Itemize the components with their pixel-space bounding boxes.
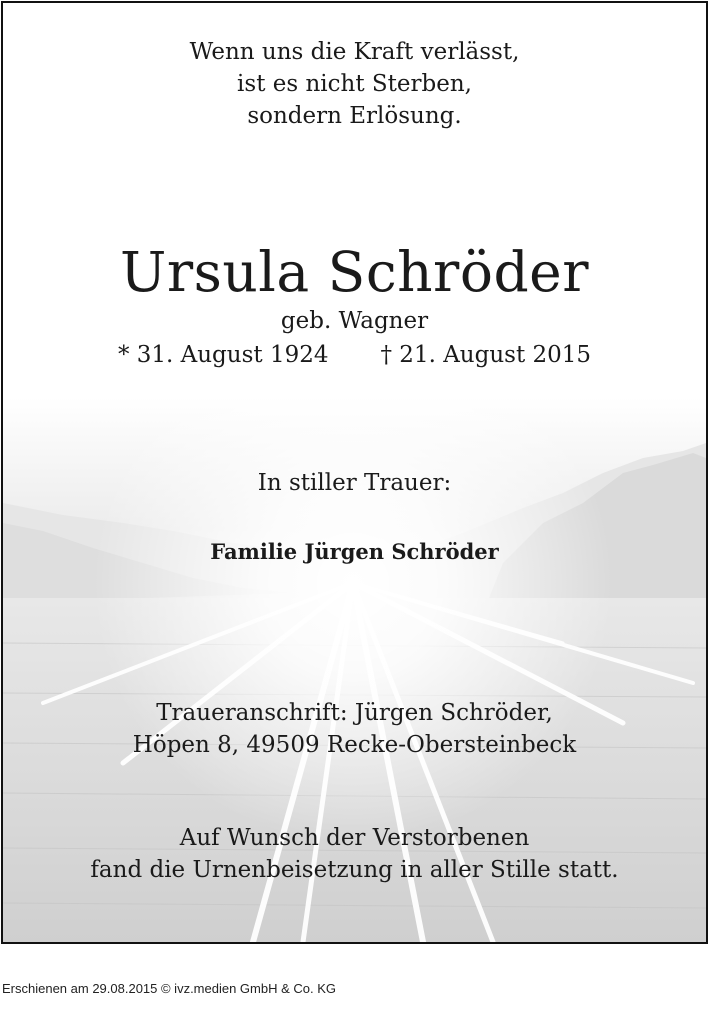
burial-notice: [3, 822, 706, 886]
address-line-1: Traueranschrift: Jürgen Schröder,: [156, 700, 553, 726]
mourning-address: [3, 697, 706, 761]
verse-line-1: Wenn uns die Kraft verlässt,: [189, 39, 520, 65]
publication-footer: Erschienen am 29.08.2015 © ivz.medien GmbH & Co. KG: [2, 981, 337, 996]
burial-notice-line-2: fand die Urnenbeisetzung in aller Stille statt.: [90, 857, 619, 883]
deceased-name: Ursula Schröder: [119, 240, 589, 304]
verse: [3, 36, 706, 132]
obituary-notice: [1, 1, 708, 944]
birth-date: * 31. August 1924: [117, 342, 329, 368]
burial-notice-line-1: Auf Wunsch der Verstorbenen: [179, 825, 530, 851]
verse-line-3: sondern Erlösung.: [247, 103, 462, 129]
life-dates: [3, 339, 706, 371]
maiden-name: geb. Wagner: [280, 308, 429, 334]
verse-line-2: ist es nicht Sterben,: [237, 71, 472, 97]
address-line-2: Höpen 8, 49509 Recke-Obersteinbeck: [132, 732, 577, 758]
mourning-intro: In stiller Trauer:: [257, 470, 452, 496]
death-date: † 21. August 2015: [380, 342, 592, 368]
mourning-family: Familie Jürgen Schröder: [210, 539, 499, 564]
